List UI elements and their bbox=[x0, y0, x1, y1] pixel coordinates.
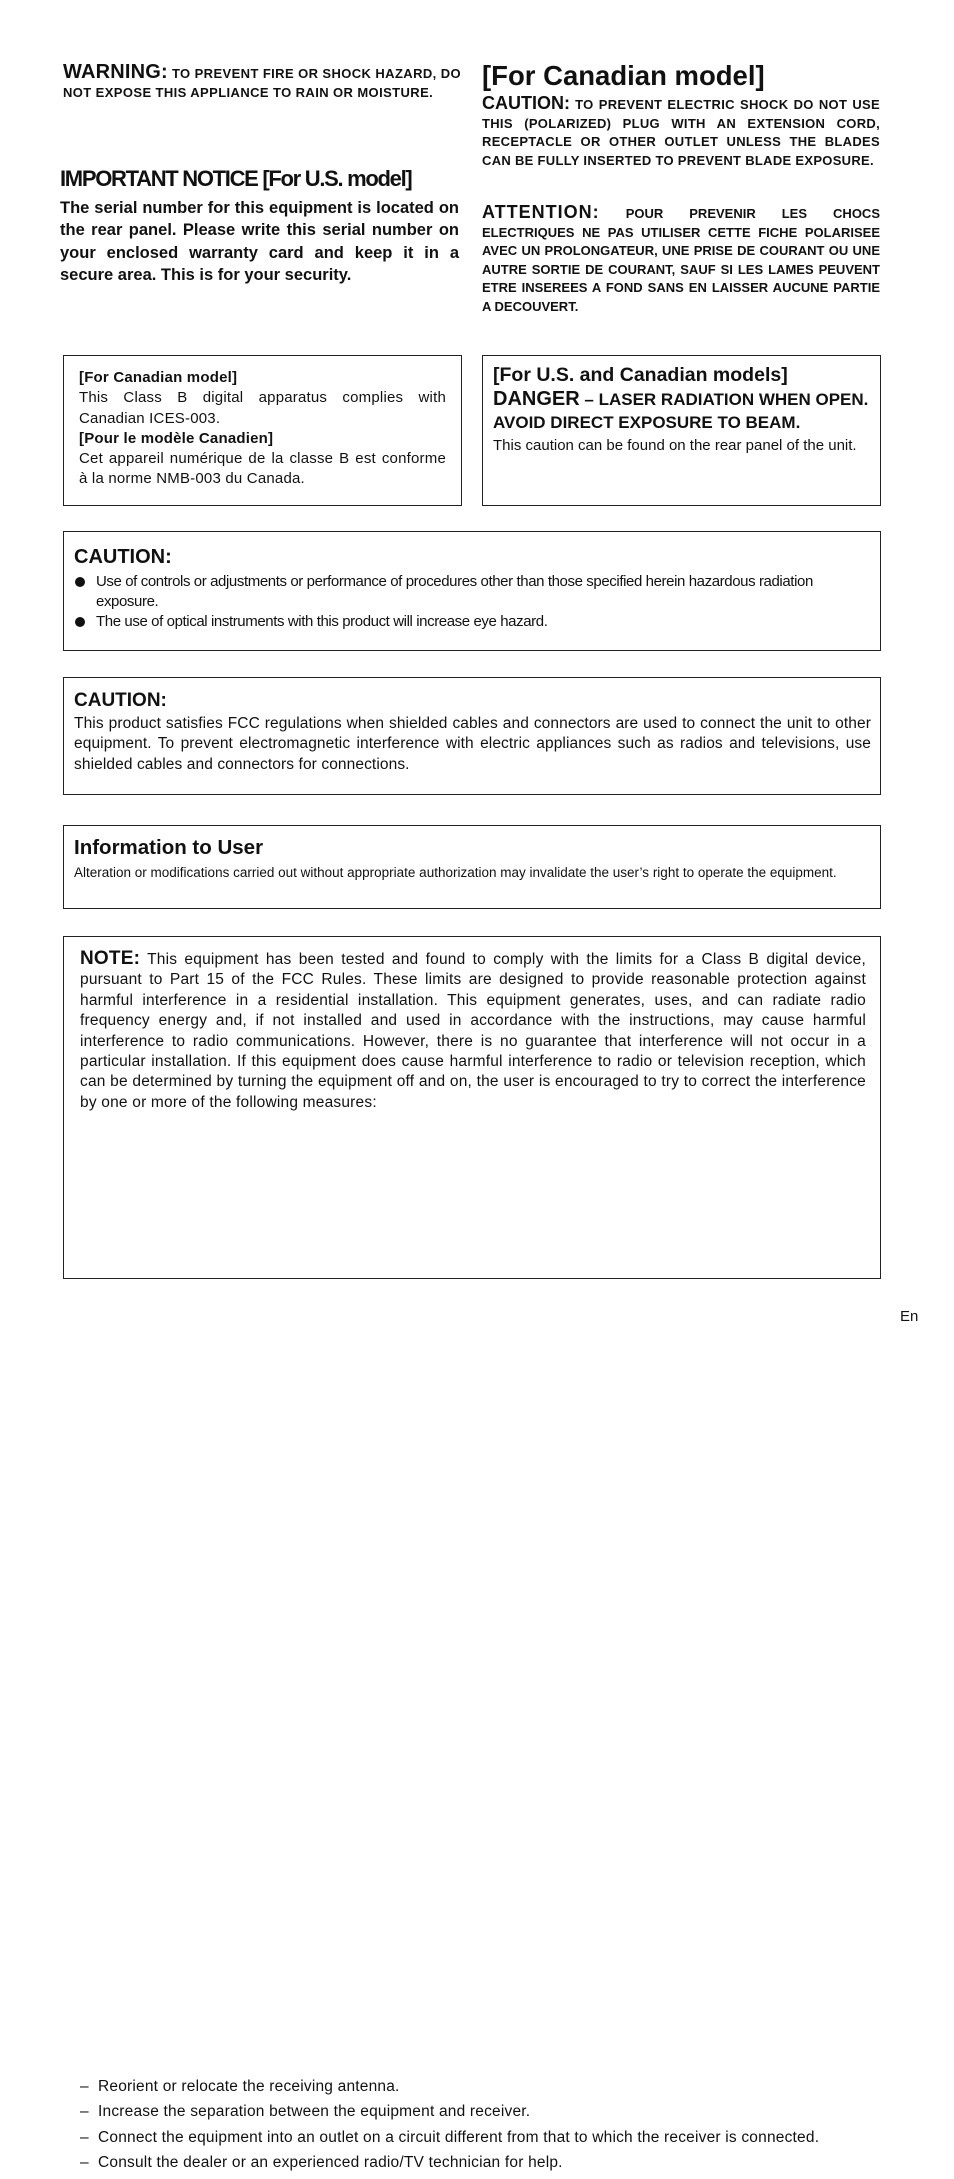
danger-warning bbox=[493, 388, 873, 434]
ices-english-heading: [For Canadian model] bbox=[79, 369, 238, 386]
canadian-attention-label: ATTENTION: bbox=[482, 202, 600, 222]
list-item-text: Connect the equipment into an outlet on a circuit different from that to which the receiver is connected. bbox=[98, 2128, 820, 2146]
warning-notice bbox=[63, 63, 461, 102]
canadian-model-title: [For Canadian model] bbox=[482, 60, 765, 91]
bullet-icon bbox=[75, 617, 85, 627]
danger-text: – LASER RADIATION WHEN OPEN. AVOID DIRECT EXPOSURE TO BEAM. bbox=[493, 390, 869, 432]
page-number: En bbox=[900, 1308, 919, 1325]
list-item-text: Consult the dealer or an experienced radio/TV technician for help. bbox=[98, 2154, 563, 2172]
list-item bbox=[80, 2128, 848, 2148]
ices-french-heading: [Pour le modèle Canadien] bbox=[79, 429, 274, 447]
danger-location-note: This caution can be found on the rear panel of the unit. bbox=[493, 437, 857, 454]
ices-french-text: Cet appareil numérique de la classe B est conforme à la norme NMB-003 du Canada. bbox=[79, 450, 446, 488]
list-item bbox=[80, 2102, 848, 2122]
important-notice-body: The serial number for this equipment is located on the rear panel. Please write this serial number on your enclosed warranty card and keep it in a secure area. This is for your security. bbox=[60, 199, 459, 284]
fcc-caution-heading: CAUTION: bbox=[74, 690, 167, 711]
canadian-caution-label: CAUTION: bbox=[482, 93, 570, 113]
danger-label: DANGER bbox=[493, 388, 580, 410]
dash-marker: – bbox=[80, 2103, 89, 2121]
information-to-user-text: Alteration or modifications carried out without appropriate authorization may invalidate the user’s right to operate the equipment. bbox=[74, 865, 837, 880]
canadian-caution bbox=[482, 94, 880, 170]
danger-box-heading: [For U.S. and Canadian models] bbox=[493, 364, 788, 386]
list-item bbox=[74, 612, 874, 632]
laser-danger-box bbox=[482, 355, 881, 506]
list-item bbox=[74, 572, 874, 612]
warning-label: WARNING: bbox=[63, 61, 168, 83]
list-item-text: Use of controls or adjustments or performance of procedures other than those specified herein hazardous radiation exposure. bbox=[96, 573, 813, 610]
note-text: This equipment has been tested and found to comply with the limits for a Class B digital device, pursuant to Part 15 of the FCC Rules. These limits are designed to provide reasonable protection against harmful interference in a residential installation. This equipment generates, uses, and can radiate radio frequency energy and, if not installed and used in accordance with the instructions, may cause harmful interference to radio communications. However, there is no guarantee that interference will not occur in a particular installation. If this equipment does cause harmful interference to radio or television reception, which can be determined by turning the equipment off and on, the user is encouraged to try to correct the interference by one or more of the following measures: bbox=[80, 951, 866, 1111]
list-item-text: Increase the separation between the equipment and receiver. bbox=[98, 2103, 531, 2121]
list-item-text: Reorient or relocate the receiving antenna. bbox=[98, 2078, 400, 2095]
information-to-user-heading: Information to User bbox=[74, 836, 264, 859]
radiation-caution-box bbox=[63, 531, 881, 651]
list-item bbox=[80, 2153, 848, 2173]
list-item bbox=[80, 2077, 848, 2097]
radiation-caution-heading: CAUTION: bbox=[74, 546, 172, 568]
fcc-caution-box bbox=[63, 677, 881, 795]
important-notice-title: IMPORTANT NOTICE [For U.S. model] bbox=[60, 166, 412, 191]
ices-english-text: This Class B digital apparatus complies with Canadian ICES-003. bbox=[79, 389, 446, 427]
list-item-text: The use of optical instruments with this product will increase eye hazard. bbox=[96, 613, 548, 630]
measures-list bbox=[80, 2077, 848, 2179]
fcc-note-text-block bbox=[80, 949, 866, 1113]
dash-marker: – bbox=[80, 2154, 89, 2172]
dash-marker: – bbox=[80, 2078, 89, 2095]
ices-compliance-box bbox=[63, 355, 462, 506]
bullet-icon bbox=[75, 577, 85, 587]
radiation-caution-list bbox=[74, 572, 874, 632]
dash-marker: – bbox=[80, 2128, 89, 2146]
note-label: NOTE: bbox=[80, 948, 141, 969]
canadian-caution-text: TO PREVENT ELECTRIC SHOCK DO NOT USE THIS (POLARIZED) PLUG WITH AN EXTENSION CORD, RECEPTACLE OR OTHER OUTLET UNLESS THE BLADES CAN BE FULLY INSERTED TO PREVENT BLADE EXPOSURE. bbox=[482, 97, 880, 168]
warning-text: TO PREVENT FIRE OR SHOCK HAZARD, DO NOT EXPOSE THIS APPLIANCE TO RAIN OR MOISTURE. bbox=[63, 66, 461, 100]
fcc-note-box bbox=[63, 936, 881, 2172]
fcc-caution-text: This product satisfies FCC regulations when shielded cables and connectors are used to connect the unit to other equipment. To prevent electromagnetic interference with electric appliances such as radios and televisions, use shielded cables and connectors for connections. bbox=[74, 715, 871, 773]
canadian-attention-text: POUR PREVENIR LES CHOCS ELECTRIQUES NE PAS UTILISER CETTE FICHE POLARISEE AVEC UN PROLONGATEUR, UNE PRISE DE COURANT OU UNE AUTRE SORTIE DE COURANT, SAUF SI LES LAMES PEUVENT ETRE INSEREES A FOND SANS EN LAISSER AUCUNE PARTIE A DECOUVERT. bbox=[482, 206, 880, 314]
canadian-attention bbox=[482, 203, 880, 316]
information-to-user-box bbox=[63, 825, 881, 909]
